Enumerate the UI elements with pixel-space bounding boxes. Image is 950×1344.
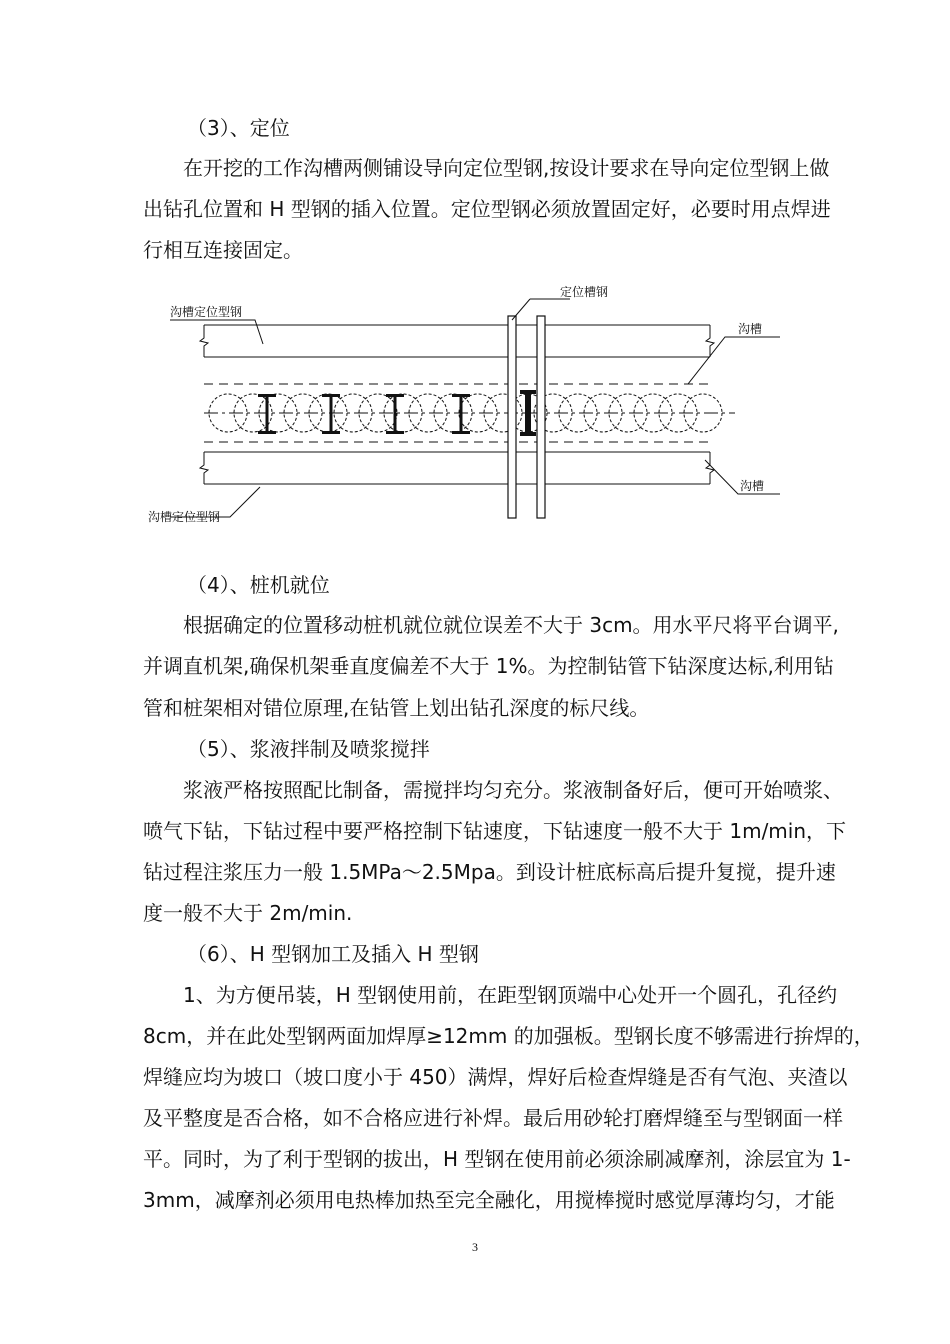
paragraph-line: 3mm，减摩剂必须用电热棒加热至完全融化，用搅棒搅时感觉厚薄均匀，才能: [143, 1188, 835, 1212]
paragraph-line: 及平整度是否合格，如不合格应进行补焊。最后用砂轮打磨焊缝至与型钢面一样: [143, 1106, 843, 1130]
page-number: 3: [472, 1240, 478, 1254]
label-positioning-steel-bottom: 沟槽定位型钢: [148, 510, 221, 524]
paragraph-line: 焊缝应均为坡口（坡口度小于 450）满焊，焊好后检查焊缝是否有气泡、夹渣以: [143, 1065, 848, 1089]
label-trench-top: 沟槽: [738, 322, 763, 336]
section-5-heading: （5）、浆液拌制及喷浆搅拌: [187, 737, 430, 761]
label-trench-bottom: 沟槽: [740, 479, 765, 493]
paragraph-line: 钻过程注浆压力一般 1.5MPa～2.5Mpa。到设计桩底标高后提升复搅，提升速: [143, 860, 836, 884]
paragraph-line: 浆液严格按照配比制备，需搅拌均匀充分。浆液制备好后，便可开始喷浆、: [183, 778, 843, 802]
section-4-heading: （4）、桩机就位: [187, 573, 330, 597]
positioning-diagram: [140, 280, 780, 530]
paragraph-line: 并调直机架,确保机架垂直度偏差不大于 1%。为控制钻管下钻深度达标,利用钻: [143, 654, 834, 678]
paragraph-line: 8cm，并在此处型钢两面加焊厚≥12mm 的加强板。型钢长度不够需进行拚焊的，: [143, 1024, 874, 1048]
paragraph-line: 平。同时，为了利于型钢的拔出，H 型钢在使用前必须涂刷减摩剂，涂层宜为 1-: [143, 1147, 851, 1171]
paragraph-line: 行相互连接固定。: [143, 238, 303, 262]
label-channel-steel: 定位槽钢: [560, 285, 609, 299]
paragraph-line: 度一般不大于 2m/min.: [143, 901, 353, 925]
paragraph-line: 出钻孔位置和 H 型钢的插入位置。定位型钢必须放置固定好，必要时用点焊进: [143, 197, 831, 221]
section-3-heading: （3）、定位: [187, 116, 290, 140]
paragraph-line: 根据确定的位置移动桩机就位就位误差不大于 3cm。用水平尺将平台调平,: [183, 613, 839, 637]
paragraph-line: 管和桩架相对错位原理,在钻管上划出钻孔深度的标尺线。: [143, 696, 650, 720]
paragraph-line: 在开挖的工作沟槽两侧铺设导向定位型钢,按设计要求在导向定位型钢上做: [183, 156, 830, 180]
paragraph-line: 1、为方便吊装，H 型钢使用前，在距型钢顶端中心处开一个圆孔，孔径约: [183, 983, 838, 1007]
section-6-heading: （6）、H 型钢加工及插入 H 型钢: [187, 942, 479, 966]
label-positioning-steel-top: 沟槽定位型钢: [170, 305, 243, 319]
paragraph-line: 喷气下钻，下钻过程中要严格控制下钻速度，下钻速度一般不大于 1m/min，下: [143, 819, 847, 843]
